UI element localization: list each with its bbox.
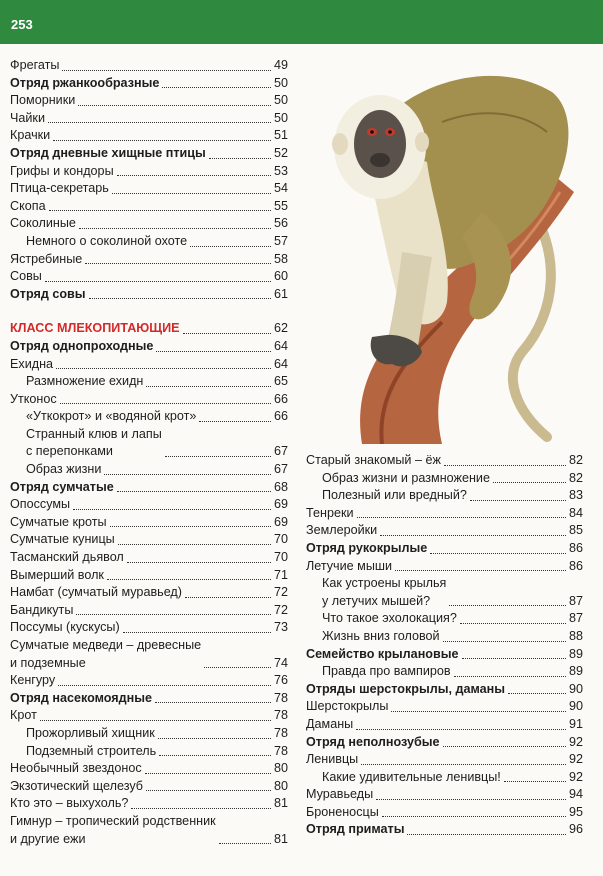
toc-entry-page: 53 [273, 163, 288, 178]
toc-entry-title: Прожорливый хищник [26, 725, 155, 740]
dot-leader [58, 685, 271, 686]
toc-entry-title: Отряды шерстокрылы, даманы [306, 681, 505, 696]
toc-entry-title: Сумчатые медведи – древесные и подземные [10, 638, 202, 670]
dot-leader [76, 614, 271, 615]
toc-entry-title: Отряд совы [10, 286, 86, 301]
monkey-illustration [322, 52, 582, 444]
dot-leader [391, 711, 566, 712]
toc-entry-title: Птица-секретарь [10, 181, 109, 196]
toc-entry-page: 81 [273, 831, 288, 846]
dot-leader [376, 799, 566, 800]
toc-entry-title: Гимнур – тропический родственник и другие ежи [10, 813, 216, 846]
toc-entry [10, 707, 288, 725]
dot-leader [504, 781, 566, 782]
dot-leader [158, 738, 271, 739]
toc-entry-title: Размножение ехидн [26, 374, 144, 389]
dot-leader [209, 158, 271, 159]
toc-entry-page: 80 [273, 761, 288, 776]
toc-entry [10, 57, 288, 75]
toc-entry-page: 51 [273, 128, 288, 143]
toc-entry-page: 69 [273, 514, 288, 529]
toc-entry [10, 514, 288, 532]
dot-leader [131, 808, 271, 809]
toc-entry-page: 96 [568, 822, 583, 837]
toc-entry-page: 82 [568, 470, 583, 485]
dot-leader [40, 720, 271, 721]
toc-entry-title: Экзотический щелезуб [10, 778, 143, 793]
dot-leader [199, 421, 271, 422]
dot-leader [444, 465, 566, 466]
toc-entry-page: 64 [273, 356, 288, 371]
toc-entry-title: Отряд приматы [306, 822, 405, 837]
dot-leader [78, 105, 271, 106]
toc-entry [10, 373, 288, 391]
dot-leader [155, 702, 271, 703]
toc-entry-title: Ястребиные [10, 251, 83, 266]
toc-entry [10, 690, 288, 708]
dot-leader [159, 755, 271, 756]
toc-entry-page: 92 [568, 734, 583, 749]
toc-entry [10, 163, 288, 181]
toc-right-column [306, 452, 583, 839]
toc-entry [306, 751, 583, 769]
toc-entry-title: Тенреки [306, 505, 354, 520]
toc-entry [306, 786, 583, 804]
toc-entry-page: 50 [273, 110, 288, 125]
toc-entry [306, 646, 583, 664]
toc-entry [10, 725, 288, 743]
toc-entry-title: Как устроены крылья у летучих мышей? [322, 576, 447, 608]
toc-entry-page: 84 [568, 505, 583, 520]
toc-entry [306, 558, 583, 576]
toc-entry-page: 92 [568, 752, 583, 767]
dot-leader [146, 386, 271, 387]
dot-leader [73, 509, 271, 510]
toc-entry-page: 78 [273, 743, 288, 758]
toc-entry [10, 496, 288, 514]
toc-entry [10, 778, 288, 796]
toc-entry-title: Какие удивительные ленивцы! [322, 769, 501, 784]
toc-entry [10, 110, 288, 128]
toc-entry-title: Что такое эхолокация? [322, 611, 457, 626]
toc-entry [10, 198, 288, 216]
toc-entry-page: 73 [273, 620, 288, 635]
dot-leader [356, 729, 566, 730]
toc-entry [10, 602, 288, 620]
toc-entry [10, 672, 288, 690]
dot-leader [430, 553, 566, 554]
toc-entry [10, 233, 288, 251]
toc-entry-title: КЛАСС МЛЕКОПИТАЮЩИЕ [10, 321, 180, 336]
dot-leader [156, 351, 271, 352]
toc-entry-page: 57 [273, 233, 288, 248]
toc-entry-page: 83 [568, 488, 583, 503]
toc-entry-title: Кто это – выхухоль? [10, 796, 129, 811]
toc-entry-page: 90 [568, 699, 583, 714]
toc-entry-title: Ехидна [10, 356, 54, 371]
dot-leader [53, 140, 271, 141]
toc-entry-page: 66 [273, 391, 288, 406]
toc-entry [306, 628, 583, 646]
toc-entry-title: Вымерший волк [10, 567, 104, 582]
dot-leader [357, 517, 566, 518]
dot-leader [462, 658, 566, 659]
toc-entry-page: 68 [273, 479, 288, 494]
toc-entry-page: 91 [568, 716, 583, 731]
dot-leader [407, 834, 566, 835]
toc-entry [10, 145, 288, 163]
toc-entry-title: Отряд дневные хищные птицы [10, 145, 206, 160]
dot-leader [112, 193, 271, 194]
toc-entry-page: 85 [568, 523, 583, 538]
toc-entry-page: 72 [273, 602, 288, 617]
dot-leader [382, 816, 566, 817]
toc-entry-page: 72 [273, 585, 288, 600]
dot-leader [104, 474, 271, 475]
dot-leader [508, 693, 566, 694]
toc-entry-title: Шерстокрылы [306, 699, 389, 714]
toc-entry-title: Отряд однопроходные [10, 338, 154, 353]
toc-entry [10, 180, 288, 198]
toc-entry-page: 52 [273, 145, 288, 160]
toc-entry-title: Сумчатые куницы [10, 532, 115, 547]
toc-entry-title: Кенгуру [10, 673, 56, 688]
toc-entry-page: 50 [273, 93, 288, 108]
toc-entry [306, 575, 583, 610]
page-header [0, 0, 603, 44]
toc-entry-title: Отряд ржанкообразные [10, 75, 160, 90]
toc-entry-title: Даманы [306, 716, 354, 731]
toc-entry-title: Бандикуты [10, 602, 74, 617]
toc-entry-page: 90 [568, 681, 583, 696]
toc-entry [10, 286, 288, 304]
toc-entry-title: Странный клюв и лапы с перепонками [26, 426, 162, 459]
toc-entry-title: Тасманский дьявол [10, 550, 124, 565]
dot-leader [493, 482, 566, 483]
toc-entry-title: Скопа [10, 198, 46, 213]
toc-entry-title: Утконос [10, 391, 57, 406]
toc-entry-title: Ленивцы [306, 752, 359, 767]
dot-leader [117, 175, 271, 176]
dot-leader [85, 263, 271, 264]
dot-leader [204, 667, 271, 668]
toc-entry-page: 50 [273, 75, 288, 90]
toc-entry-page: 69 [273, 497, 288, 512]
toc-entry-page: 82 [568, 453, 583, 467]
toc-entry [10, 320, 288, 338]
toc-entry [306, 698, 583, 716]
toc-entry-title: Летучие мыши [306, 558, 393, 573]
toc-entry [10, 92, 288, 110]
toc-entry-title: «Уткокрот» и «водяной крот» [26, 409, 197, 424]
toc-entry [10, 338, 288, 356]
dot-leader [454, 676, 566, 677]
toc-entry [10, 567, 288, 585]
toc-entry-title: Совы [10, 269, 42, 284]
toc-left-column [10, 57, 288, 848]
dot-leader [127, 562, 271, 563]
toc-entry-title: Грифы и кондоры [10, 163, 114, 178]
toc-entry-page: 92 [568, 769, 583, 784]
dot-leader [107, 579, 271, 580]
toc-entry-title: Муравьеды [306, 787, 374, 802]
dot-leader [162, 87, 271, 88]
toc-entry [306, 505, 583, 523]
dot-leader [89, 298, 271, 299]
toc-entry-page: 67 [273, 444, 288, 459]
toc-entry [306, 452, 583, 470]
toc-entry-page: 78 [273, 708, 288, 723]
dot-leader [395, 570, 566, 571]
toc-entry-page: 80 [273, 778, 288, 793]
toc-entry-page: 78 [273, 690, 288, 705]
dot-leader [449, 605, 566, 606]
toc-entry-page: 70 [273, 532, 288, 547]
dot-leader [45, 281, 271, 282]
toc-entry-page: 78 [273, 725, 288, 740]
toc-entry-title: Старый знакомый – ёж [306, 453, 441, 467]
toc-entry [10, 127, 288, 145]
dot-leader [443, 746, 566, 747]
dot-leader [110, 526, 271, 527]
toc-entry [10, 619, 288, 637]
toc-entry [10, 637, 288, 672]
toc-entry-title: Подземный строитель [26, 743, 157, 758]
toc-entry-title: Отряд насекомоядные [10, 690, 152, 705]
toc-entry-page: 55 [273, 198, 288, 213]
toc-entry [10, 795, 288, 813]
toc-entry-page: 71 [273, 567, 288, 582]
toc-entry [306, 734, 583, 752]
toc-entry-page: 74 [273, 655, 288, 670]
dot-leader [60, 403, 271, 404]
toc-entry-page: 64 [273, 338, 288, 353]
dot-leader [165, 456, 271, 457]
toc-entry-title: Соколиные [10, 216, 76, 231]
toc-entry [10, 584, 288, 602]
toc-entry [10, 215, 288, 233]
toc-entry [10, 531, 288, 549]
dot-leader [361, 764, 566, 765]
dot-leader [470, 500, 566, 501]
toc-entry-title: Чайки [10, 110, 45, 125]
dot-leader [118, 544, 271, 545]
dot-leader [123, 632, 271, 633]
toc-entry [306, 716, 583, 734]
toc-entry [10, 75, 288, 93]
toc-entry [306, 540, 583, 558]
toc-entry [10, 479, 288, 497]
toc-entry-page: 89 [568, 664, 583, 679]
dot-leader [145, 773, 271, 774]
toc-entry-title: Полезный или вредный? [322, 488, 467, 503]
toc-entry [10, 813, 288, 848]
toc-entry [10, 549, 288, 567]
toc-entry [10, 743, 288, 761]
toc-entry-title: Отряд сумчатые [10, 479, 114, 494]
toc-entry [10, 268, 288, 286]
toc-entry-title: Образ жизни [26, 462, 102, 477]
toc-entry [306, 470, 583, 488]
toc-entry [306, 681, 583, 699]
dot-leader [183, 333, 271, 334]
toc-entry-page: 54 [273, 181, 288, 196]
toc-entry-page: 86 [568, 558, 583, 573]
toc-entry-title: Жизнь вниз головой [322, 628, 440, 643]
dot-leader [79, 228, 271, 229]
toc-entry [10, 408, 288, 426]
toc-entry [306, 522, 583, 540]
dot-leader [146, 790, 271, 791]
toc-entry-title: Правда про вампиров [322, 664, 451, 679]
toc-entry-page: 94 [568, 787, 583, 802]
toc-entry-page: 62 [273, 321, 288, 336]
toc-entry-title: Необычный звездонос [10, 761, 142, 776]
toc-entry-page: 61 [273, 286, 288, 301]
dot-leader [190, 246, 271, 247]
toc-entry-title: Отряд неполнозубые [306, 734, 440, 749]
toc-entry [10, 760, 288, 778]
toc-entry-title: Крот [10, 708, 37, 723]
dot-leader [49, 210, 271, 211]
toc-entry-title: Семейство крылановые [306, 646, 459, 661]
toc-entry [306, 487, 583, 505]
dot-leader [219, 843, 271, 844]
toc-entry-page: 58 [273, 251, 288, 266]
dot-leader [56, 368, 271, 369]
page-number: 253 [11, 17, 33, 32]
dot-leader [443, 641, 566, 642]
dot-leader [185, 597, 271, 598]
toc-entry-page: 76 [273, 673, 288, 688]
toc-entry [306, 821, 583, 839]
toc-entry-title: Опоссумы [10, 497, 71, 512]
toc-entry-title: Сумчатые кроты [10, 514, 107, 529]
dot-leader [460, 623, 566, 624]
toc-entry [10, 391, 288, 409]
toc-entry-page: 88 [568, 628, 583, 643]
toc-entry-title: Крачки [10, 128, 51, 143]
toc-entry-title: Фрегаты [10, 58, 60, 72]
toc-entry-page: 67 [273, 462, 288, 477]
dot-leader [380, 535, 566, 536]
toc-entry-title: Отряд рукокрылые [306, 540, 428, 555]
toc-entry-title: Поморники [10, 93, 76, 108]
toc-entry-page: 95 [568, 804, 583, 819]
toc-entry [10, 461, 288, 479]
toc-entry-title: Намбат (сумчатый муравьед) [10, 585, 182, 600]
toc-entry-title: Броненосцы [306, 804, 379, 819]
toc-entry-page: 70 [273, 550, 288, 565]
toc-entry-title: Поссумы (кускусы) [10, 620, 120, 635]
toc-entry-page: 49 [273, 58, 288, 72]
dot-leader [117, 491, 271, 492]
toc-entry-page: 86 [568, 540, 583, 555]
toc-entry-page: 81 [273, 796, 288, 811]
toc-entry [306, 804, 583, 822]
toc-entry-title: Образ жизни и размножение [322, 470, 490, 485]
toc-entry [306, 769, 583, 787]
toc-entry-page: 56 [273, 216, 288, 231]
toc-entry [10, 251, 288, 269]
toc-entry [10, 426, 288, 461]
toc-entry-page: 89 [568, 646, 583, 661]
toc-entry-page: 60 [273, 269, 288, 284]
toc-entry-page: 65 [273, 374, 288, 389]
toc-entry [306, 663, 583, 681]
dot-leader [48, 122, 271, 123]
toc-entry-page: 66 [273, 409, 288, 424]
toc-entry-page: 87 [568, 611, 583, 626]
toc-entry [10, 356, 288, 374]
dot-leader [62, 70, 271, 71]
toc-entry-page: 87 [568, 593, 583, 608]
toc-entry-title: Немного о соколиной охоте [26, 233, 188, 248]
toc-entry-title: Землеройки [306, 523, 378, 538]
toc-entry [306, 610, 583, 628]
